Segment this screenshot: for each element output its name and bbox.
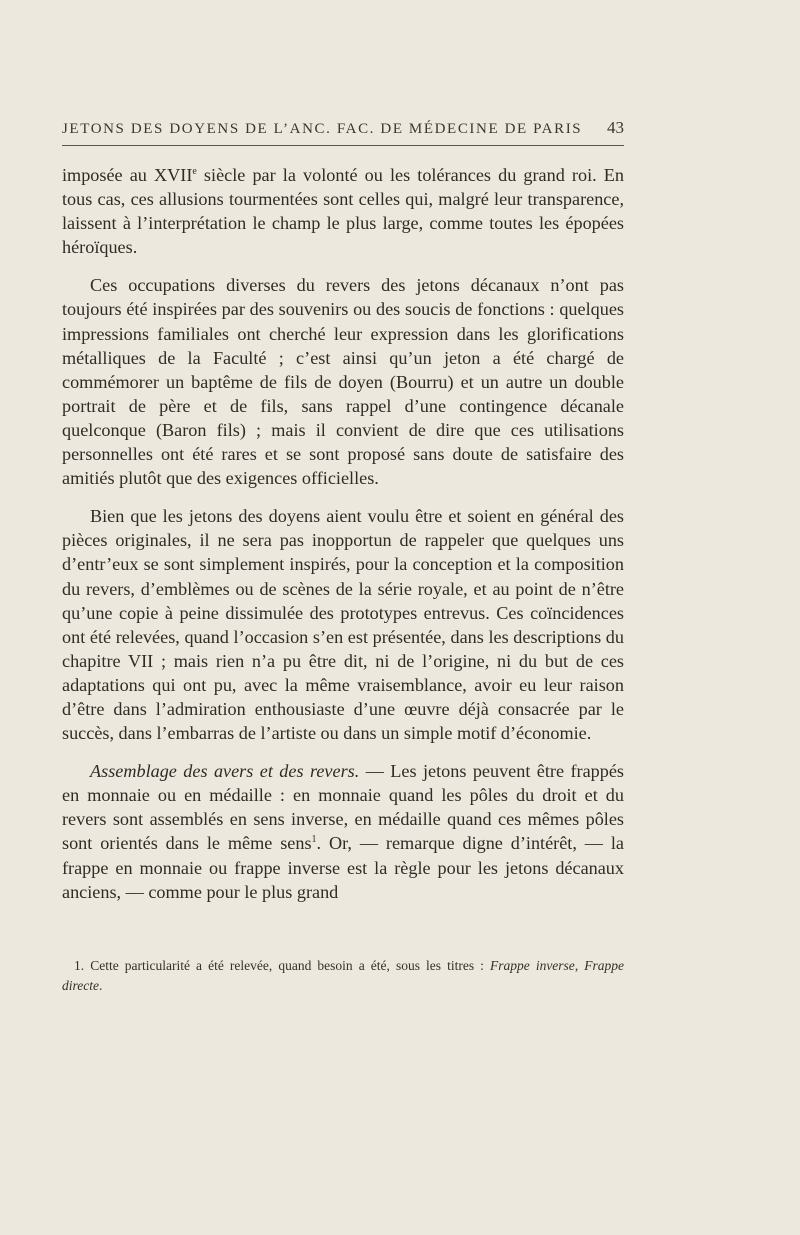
- header-rule: [62, 145, 624, 146]
- footnote-reference: 1: [311, 834, 317, 846]
- paragraph-1: imposée au XVIIe siècle par la volonté ou les tolérances du grand roi. En tous cas, ces allusions tourmentées sont celles qui, malgré leur transparence, laissent à l’interprétation le champ le plus large, comme toutes les épopées héroïques.: [62, 165, 624, 258]
- footnote-title-2: Frappe directe: [62, 958, 625, 993]
- running-head: [62, 118, 624, 138]
- body-text: [62, 163, 624, 904]
- footnote-number: 1.: [74, 958, 85, 973]
- paragraph-2: Ces occupations diverses du revers des jetons décanaux n’ont pas toujours été inspirées par des souvenirs ou des soucis de fonctions : quelques impressions familiales ont cherché leur expression dans les glorifications métalliques de la Faculté ; c’est ainsi qu’un jeton a été chargé de commémorer un baptême de fils de doyen (Bourru) et un autre un double portrait de père et de fils, sans rappel d’une contingence décanale quelconque (Baron fils) ; mais il convient de dire que ces utilisations personnelles ont été rares et se sont proposé sans doute de satisfaire des amitiés plutôt que des exigences officielles.: [62, 275, 624, 489]
- running-title: JETONS DES DOYENS DE L’ANC. FAC. DE MÉDECINE DE PARIS: [62, 121, 583, 137]
- section-heading: Assemblage des avers et des revers.: [90, 761, 360, 782]
- footnote: 1. Cette particularité a été relevée, quand besoin a été, sous les titres : Frappe inverse, Frappe directe.: [62, 958, 625, 993]
- superscript-e: e: [192, 166, 197, 177]
- paragraph-4: Assemblage des avers et des revers. — Les jetons peuvent être frappés en monnaie ou en médaille : en monnaie quand les pôles du droit et du revers sont assemblés en sens inverse, en médaille quand ces mêmes pôles sont orientés dans le même sens$^1$. Or, — remarque digne d’intérêt, — la frappe en monnaie ou frappe inverse est la règle pour les jetons décanaux anciens, — comme pour le plus grand: [62, 761, 624, 902]
- footnote-title-1: Frappe inverse: [490, 958, 575, 973]
- paragraph-3: Bien que les jetons des doyens aient voulu être et soient en général des pièces originales, il ne sera pas inopportun de rappeler que quelques uns d’entr’eux se sont simplement inspirés, pour la conception et la composition du revers, d’emblèmes ou de scènes de la série royale, et au point de n’être qu’une copie à peine dissimulée des prototypes entrevus. Ces coïncidences ont été relevées, quand l’occasion s’en est présentée, dans les descriptions du chapitre VII ; mais rien n’a pu être dit, ni de l’origine, ni du but de ces adaptations qui ont pu, avec la même vraisemblance, avoir eu leur raison d’être dans l’admiration enthousiaste d’une œuvre déjà consacrée par le succès, dans l’embarras de l’artiste ou dans un simple motif d’économie.: [62, 506, 624, 744]
- page-number: 43: [607, 118, 624, 137]
